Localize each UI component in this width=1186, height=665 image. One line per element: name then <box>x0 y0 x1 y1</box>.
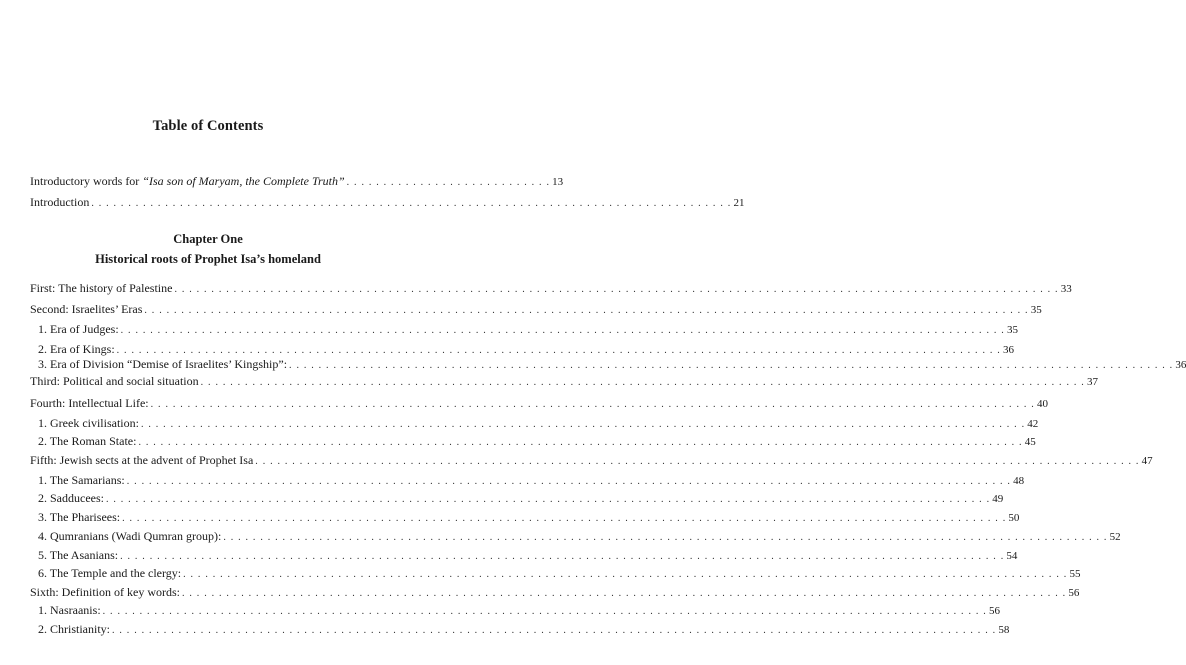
toc-entry-label: Introductory words for “Isa son of Maryam, the Complete Truth” <box>30 174 345 188</box>
dot-leader: . . . . . . . . . . . . . . . . . . . . . . . . . . . . . . . . . . . . . . . . . . . . . . . . . . . . . . . . . . . . . . . . . . . . . . . . . . . . . . . . . . . . . . . <box>91 198 732 209</box>
dot-leader: . . . . . . . . . . . . . . . . . . . . . . . . . . . . . . . . . . . . . . . . . . . . . . . . . . . . . . . . . . . . . . . . . . . . . . . . . . . . . . . . . . . . . . . . . . . . . . . . . . . . . . . . . . . . . . . . . . . . . . . . <box>255 456 1140 467</box>
toc-entry-label: 4. Qumranians (Wadi Qumran group): <box>38 529 222 543</box>
toc-entry-label: 1. The Samarians: <box>38 473 125 487</box>
toc-entry-label: 1. Greek civilisation: <box>38 416 139 430</box>
toc-entry-label: 2. The Roman State: <box>38 434 137 448</box>
dot-leader: . . . . . . . . . . . . . . . . . . . . . . . . . . . . . . . . . . . . . . . . . . . . . . . . . . . . . . . . . . . . . . . . . . . . . . . . . . . . . . . . . . . . . . . . . . . . . . . . . . . . . . . . . . . . . . . . . . . . . . . . <box>289 360 1174 371</box>
toc-entry[interactable] <box>38 510 1020 526</box>
toc-entry[interactable] <box>38 548 1018 564</box>
toc-page-number: 40 <box>1036 398 1048 410</box>
toc-entry-label: 2. Era of Kings: <box>38 342 115 356</box>
toc-page-number: 13 <box>552 176 564 188</box>
toc-entry-label: 1. Nasraanis: <box>38 603 101 617</box>
toc-page-number: 37 <box>1086 376 1098 388</box>
toc-entry-label: Fifth: Jewish sects at the advent of Prophet Isa <box>30 453 254 467</box>
chapter-number: Chapter One <box>173 232 243 246</box>
dot-leader: . . . . . . . . . . . . . . . . . . . . . . . . . . . . . . . . . . . . . . . . . . . . . . . . . . . . . . . . . . . . . . . . . . . . . . . . . . . . . . . . . . . . . . . . . . . . . . . . . . . . . . . . . . . . . . . . . . . . . . . . <box>223 532 1108 543</box>
dot-leader: . . . . . . . . . . . . . . . . . . . . . . . . . . . . . . . . . . . . . . . . . . . . . . . . . . . . . . . . . . . . . . . . . . . . . . . . . . . . . . . . . . . . . . . . . . . . . . . . . . . . . . . . . . . . . . . . . . . . . . . . <box>138 437 1023 448</box>
dot-leader: . . . . . . . . . . . . . . . . . . . . . . . . . . . . . . . . . . . . . . . . . . . . . . . . . . . . . . . . . . . . . . . . . . . . . . . . . . . . . . . . . . . . . . . . . . . . . . . . . . . . . . . . . . . . . . . . . . . . . . . . <box>116 345 1001 356</box>
toc-entry[interactable] <box>30 396 1048 412</box>
dot-leader: . . . . . . . . . . . . . . . . . . . . . . . . . . . . . . . . . . . . . . . . . . . . . . . . . . . . . . . . . . . . . . . . . . . . . . . . . . . . . . . . . . . . . . . . . . . . . . . . . . . . . . . . . . . . . . . . . . . . . . . . <box>112 625 997 636</box>
toc-entry-introduction[interactable] <box>30 195 745 211</box>
dot-leader: . . . . . . . . . . . . . . . . . . . . . . . . . . . . . . . . . . . . . . . . . . . . . . . . . . . . . . . . . . . . . . . . . . . . . . . . . . . . . . . . . . . . . . . . . . . . . . . . . . . . . . . . . . . . . . . . . . . . . . . . <box>126 476 1012 487</box>
dot-leader: . . . . . . . . . . . . . . . . . . . . . . . . . . . . . . . . . . . . . . . . . . . . . . . . . . . . . . . . . . . . . . . . . . . . . . . . . . . . . . . . . . . . . . . . . . . . . . . . . . . . . . . . . . . . . . . . . . . . . . . . <box>174 284 1059 295</box>
toc-entry-label: Third: Political and social situation <box>30 374 199 388</box>
toc-entry[interactable] <box>38 434 1036 450</box>
toc-entry-label: 5. The Asanians: <box>38 548 119 562</box>
dot-leader: . . . . . . . . . . . . . . . . . . . . . . . . . . . . . . . . . . . . . . . . . . . . . . . . . . . . . . . . . . . . . . . . . . . . . . . . . . . . . . . . . . . . . . . . . . . . . . . . . . . . . . . . . . . . . . . . . . . . . . . . <box>200 377 1085 388</box>
toc-page-number: 58 <box>998 624 1010 636</box>
page-title: Table of Contents <box>152 118 264 134</box>
toc-entry-label: 2. Christianity: <box>38 622 110 636</box>
toc-entry-label: 3. The Pharisees: <box>38 510 121 524</box>
toc-page-number: 21 <box>733 197 745 209</box>
toc-page-number: 49 <box>992 493 1004 505</box>
toc-entry[interactable] <box>38 342 1014 358</box>
toc-entry-label: Sixth: Definition of key words: <box>30 585 180 599</box>
toc-page-number: 52 <box>1109 531 1121 543</box>
toc-entry[interactable] <box>38 529 1121 545</box>
toc-entry-label: First: The history of Palestine <box>30 281 173 295</box>
dot-leader: . . . . . . . . . . . . . . . . . . . . . . . . . . . . . . . . . . . . . . . . . . . . . . . . . . . . . . . . . . . . . . . . . . . . . . . . . . . . . . . . . . . . . . . . . . . . . . . . . . . . . . . . . . . . . . . . . . . . . . . . <box>120 551 1005 562</box>
toc-page-number: 55 <box>1069 568 1081 580</box>
toc-entry-introductory-words[interactable] <box>30 174 564 190</box>
dot-leader: . . . . . . . . . . . . . . . . . . . . . . . . . . . . . . . . . . . . . . . . . . . . . . . . . . . . . . . . . . . . . . . . . . . . . . . . . . . . . . . . . . . . . . . . . . . . . . . . . . . . . . . . . . . . . . . . . . . . . . . . <box>105 494 991 505</box>
toc-entry[interactable] <box>38 622 1010 638</box>
toc-entry[interactable] <box>38 322 1018 338</box>
toc-entry[interactable] <box>38 357 1186 373</box>
toc-page-number: 56 <box>988 605 1000 617</box>
toc-entry[interactable] <box>30 374 1098 390</box>
toc-page-number: 36 <box>1175 359 1186 371</box>
toc-page-number: 35 <box>1006 324 1018 336</box>
toc-page-number: 36 <box>1002 344 1014 356</box>
toc-entry-label: 3. Era of Division “Demise of Israelites’ Kingship”: <box>38 357 288 371</box>
dot-leader: . . . . . . . . . . . . . . . . . . . . . . . . . . . . . . . . . . . . . . . . . . . . . . . . . . . . . . . . . . . . . . . . . . . . . . . . . . . . . . . . . . . . . . . . . . . . . . . . . . . . . . . . . . . . . . . . . . . . . . . . <box>140 419 1026 430</box>
toc-page-number: 47 <box>1141 455 1153 467</box>
toc-page-number: 33 <box>1060 283 1072 295</box>
toc-entry-label: Introduction <box>30 195 90 209</box>
toc-entry-label: Second: Israelites’ Eras <box>30 302 143 316</box>
toc-page-number: 56 <box>1068 587 1080 599</box>
toc-page-number: 50 <box>1008 512 1020 524</box>
toc-entry-label: 1. Era of Judges: <box>38 322 119 336</box>
dot-leader: . . . . . . . . . . . . . . . . . . . . . . . . . . . . . . . . . . . . . . . . . . . . . . . . . . . . . . . . . . . . . . . . . . . . . . . . . . . . . . . . . . . . . . . . . . . . . . . . . . . . . . . . . . . . . . . . . . . . . . . . <box>120 325 1005 336</box>
toc-entry-label: 6. The Temple and the clergy: <box>38 566 182 580</box>
dot-leader: . . . . . . . . . . . . . . . . . . . . . . . . . . . . . . . . . . . . . . . . . . . . . . . . . . . . . . . . . . . . . . . . . . . . . . . . . . . . . . . . . . . . . . . . . . . . . . . . . . . . . . . . . . . . . . . . . . . . . . . . <box>102 606 987 617</box>
toc-entry[interactable] <box>38 566 1081 582</box>
toc-entry[interactable] <box>30 585 1080 601</box>
toc-entry[interactable] <box>30 453 1153 469</box>
toc-entry-label: 2. Sadducees: <box>38 491 104 505</box>
chapter-name: Historical roots of Prophet Isa’s homeland <box>95 252 321 266</box>
dot-leader: . . . . . . . . . . . . . . . . . . . . . . . . . . . . . . . . . . . . . . . . . . . . . . . . . . . . . . . . . . . . . . . . . . . . . . . . . . . . . . . . . . . . . . . . . . . . . . . . . . . . . . . . . . . . . . . . . . . . . . . . <box>150 399 1035 410</box>
toc-page-number: 35 <box>1030 304 1042 316</box>
toc-page-number: 42 <box>1027 418 1039 430</box>
dot-leader: . . . . . . . . . . . . . . . . . . . . . . . . . . . . . . . . . . . . . . . . . . . . . . . . . . . . . . . . . . . . . . . . . . . . . . . . . . . . . . . . . . . . . . . . . . . . . . . . . . . . . . . . . . . . . . . . . . . . . . . . <box>183 569 1068 580</box>
toc-page-number: 45 <box>1024 436 1036 448</box>
toc-entry-label: Fourth: Intellectual Life: <box>30 396 149 410</box>
toc-page-number: 48 <box>1013 475 1025 487</box>
toc-entry[interactable] <box>38 603 1000 619</box>
dot-leader: . . . . . . . . . . . . . . . . . . . . . . . . . . . . <box>346 177 551 188</box>
toc-entry[interactable] <box>38 491 1004 507</box>
toc-entry[interactable] <box>38 473 1025 489</box>
toc-entry[interactable] <box>30 302 1042 318</box>
dot-leader: . . . . . . . . . . . . . . . . . . . . . . . . . . . . . . . . . . . . . . . . . . . . . . . . . . . . . . . . . . . . . . . . . . . . . . . . . . . . . . . . . . . . . . . . . . . . . . . . . . . . . . . . . . . . . . . . . . . . . . . . <box>182 588 1067 599</box>
dot-leader: . . . . . . . . . . . . . . . . . . . . . . . . . . . . . . . . . . . . . . . . . . . . . . . . . . . . . . . . . . . . . . . . . . . . . . . . . . . . . . . . . . . . . . . . . . . . . . . . . . . . . . . . . . . . . . . . . . . . . . . . <box>122 513 1007 524</box>
toc-entry[interactable] <box>30 281 1072 297</box>
toc-page-number: 54 <box>1006 550 1018 562</box>
dot-leader: . . . . . . . . . . . . . . . . . . . . . . . . . . . . . . . . . . . . . . . . . . . . . . . . . . . . . . . . . . . . . . . . . . . . . . . . . . . . . . . . . . . . . . . . . . . . . . . . . . . . . . . . . . . . . . . . . . . . . . . . <box>144 305 1029 316</box>
toc-entry[interactable] <box>38 416 1039 432</box>
